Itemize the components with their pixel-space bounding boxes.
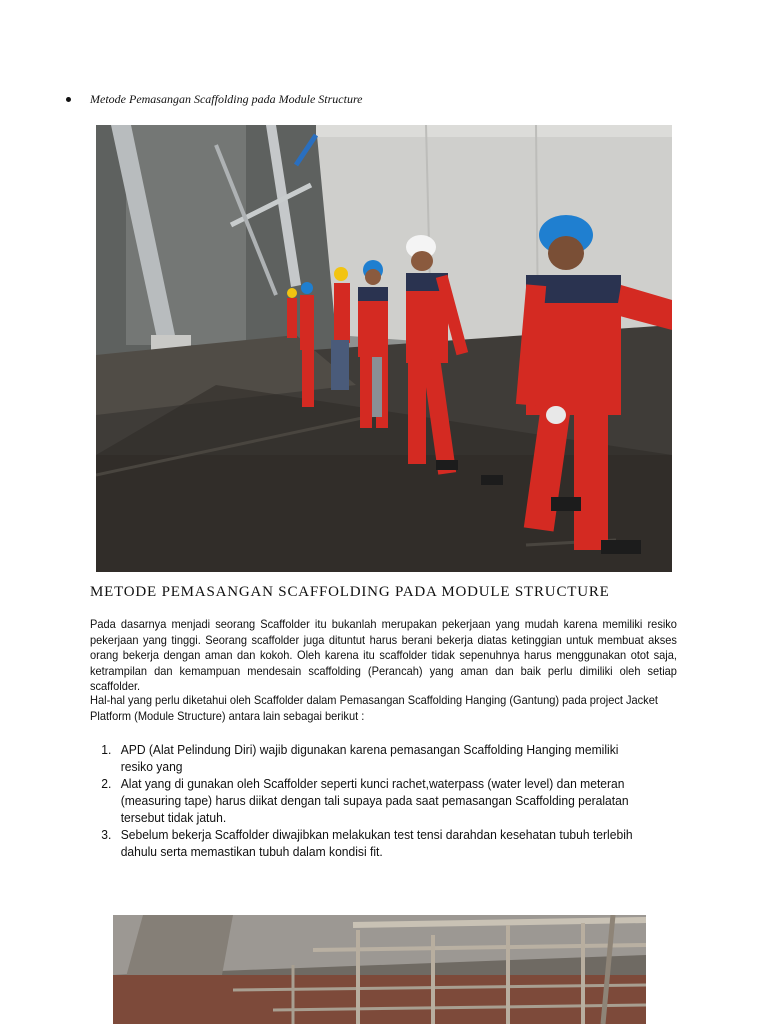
workers-photo	[96, 125, 672, 572]
list-item	[90, 775, 646, 826]
section-heading: METODE PEMASANGAN SCAFFOLDING PADA MODULE STRUCTURE	[90, 584, 610, 600]
requirements-paragraph: Hal-hal yang perlu diketahui oleh Scaffolder dalam Pemasangan Scaffolding Hanging (Gantung) pada project Jacket Platform (Module Structure) antara lain sebagai berikut :	[90, 693, 658, 723]
list-item	[90, 741, 646, 775]
step-text: Alat yang di gunakan oleh Scaffolder seperti kunci rachet,waterpass (water level) dan meteran (measuring tape) harus diikat dengan tali supaya pada saat pemasangan Scaffolding peralatan tersebut tidak jatuh.	[120, 776, 629, 825]
bullet-text: Metode Pemasangan Scaffolding pada Module Structure	[90, 92, 363, 106]
step-number: 3.	[101, 827, 112, 842]
steps-list	[90, 741, 646, 860]
bullet-item	[66, 92, 363, 107]
step-number: 1.	[101, 742, 112, 757]
step-number: 2.	[101, 776, 112, 791]
bullet-dot-icon	[66, 97, 71, 102]
scaffolding-photo	[113, 915, 646, 1024]
intro-paragraph: Pada dasarnya menjadi seorang Scaffolder itu bukanlah merupakan pekerjaan yang mudah karena memiliki resiko pekerjaan yang tinggi. Seorang scaffolder juga dituntut harus berani bekerja diatas ketinggian untuk membuat akses orang bekerja dengan aman dan kokoh. Oleh karena itu scaffolder tidak sepenuhnya harus menggunakan otot saja, ketrampilan dan kemampuan mendesain scaffolding (Perancah) yang aman dan baik perlu dimiliki oleh setiap scaffolder.	[90, 617, 677, 694]
step-text: Sebelum bekerja Scaffolder diwajibkan melakukan test tensi darahdan kesehatan tubuh terlebih dahulu serta memastikan tubuh dalam kondisi fit.	[120, 827, 633, 859]
step-text: APD (Alat Pelindung Diri) wajib digunakan karena pemasangan Scaffolding Hanging memiliki resiko yang	[120, 742, 619, 774]
list-item	[90, 826, 646, 860]
